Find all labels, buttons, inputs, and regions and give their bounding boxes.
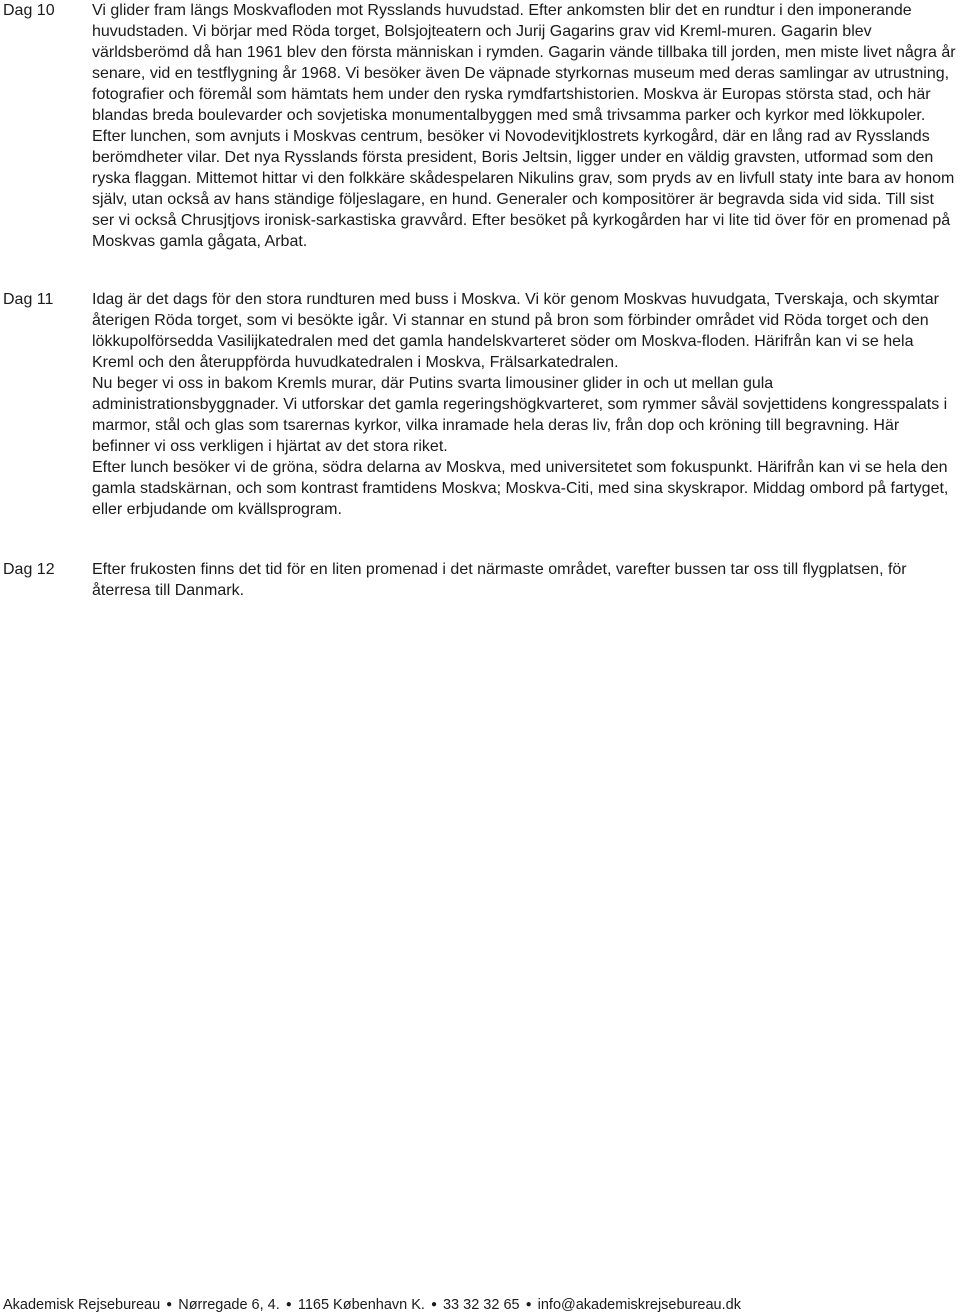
day-label: Dag 12: [3, 561, 55, 578]
day-paragraph: Efter frukosten finns det tid för en liten promenad i det närmaste området, varefter bussen tar oss till flygplatsen, för återresa till Danmark.: [92, 561, 907, 599]
footer-company: Akademisk Rejsebureau: [3, 1297, 161, 1313]
bullet-separator-icon: ●: [430, 1299, 437, 1310]
day-description: [92, 289, 958, 520]
bullet-separator-icon: ●: [166, 1299, 173, 1310]
footer-city: 1165 København K.: [297, 1297, 425, 1313]
footer-phone: 33 32 32 65: [442, 1297, 520, 1313]
day-paragraph: Vi glider fram längs Moskvafloden mot Rysslands huvudstad. Efter ankomsten blir det en rundtur i den imponerande huvudstaden. Vi börjar med Röda torget, Bolsjojteatern och Jurij Gagarins grav vid Kreml-muren. Gagarin blev världsberömd då han 1961 blev den första människan i rymden. Gagarin vände tillbaka till jorden, men miste livet några år senare, vid en testflygning år 1968. Vi besöker även De väpnade styrkornas museum med deras samlingar av utrustning, fotografier och föremål som hämtats hem under den ryska rymdfartshistorien. Moskva är Europas största stad, och här blandas breda boulevarder och sovjetiska monumentalbyggen med små trivsamma parker och kyrkor med lökkupoler. Efter lunchen, som avnjuts i Moskvas centrum, besöker vi Novodevitjklostrets kyrkogård, där en lång rad av Rysslands berömdheter vilar. Det nya Rysslands första president, Boris Jeltsin, ligger under en väldig gravsten, utformad som den ryska flaggan. Mittemot hittar vi den folkkäre skådespelaren Nikulins grav, som pryds av en livfull staty inte bara av honom själv, utan också av hans ständige följeslagare, en hund. Generaler och kompositörer är begravda sida vid sida. Till sist ser vi också Chrusjtjovs ironisk-sarkastiska gravvård. Efter besöket på kyrkogården har vi lite tid över för en promenad på Moskvas gamla gågata, Arbat.: [92, 2, 956, 250]
page-footer: [3, 1296, 953, 1314]
footer-email: info@akademiskrejsebureau.dk: [537, 1297, 741, 1313]
day-paragraph: Nu beger vi oss in bakom Kremls murar, där Putins svarta limousiner glider in och ut mellan gula administrationsbyggnader. Vi utforskar det gamla regeringshögkvarteret, som rymmer såväl sovjettidens kongresspalats i marmor, stål och glas som tsarernas kyrkor, vilka inramade hela deras liv, från dop och kröning till begravning. Här befinner vi oss verkligen i hjärtat av det stora riket.: [92, 375, 948, 455]
day-label: Dag 11: [3, 291, 54, 308]
footer-address: Nørregade 6, 4.: [178, 1297, 280, 1313]
bullet-separator-icon: ●: [525, 1299, 532, 1310]
bullet-separator-icon: ●: [285, 1299, 292, 1310]
day-label: Dag 10: [3, 2, 55, 19]
day-description: [92, 0, 958, 252]
day-paragraph: Idag är det dags för den stora rundturen med buss i Moskva. Vi kör genom Moskvas huvudgata, Tverskaja, och skymtar återigen Röda torget, som vi besökte igår. Vi stannar en stund på bron som förbinder området vid Röda torget och den lökkupolförsedda Vasilijkatedralen med det gamla handelskvarteret söder om Moskva-floden. Härifrån kan vi se hela Kreml och den återuppförda huvudkatedralen i Moskva, Frälsarkatedralen.: [92, 291, 939, 371]
day-paragraph: Efter lunch besöker vi de gröna, södra delarna av Moskva, med universitetet som fokuspunkt. Härifrån kan vi se hela den gamla stadskärnan, och som kontrast framtidens Moskva; Moskva-Citi, med sina skyskrapor. Middag ombord på fartyget, eller erbjudande om kvällsprogram.: [92, 459, 949, 518]
day-description: [92, 559, 958, 601]
